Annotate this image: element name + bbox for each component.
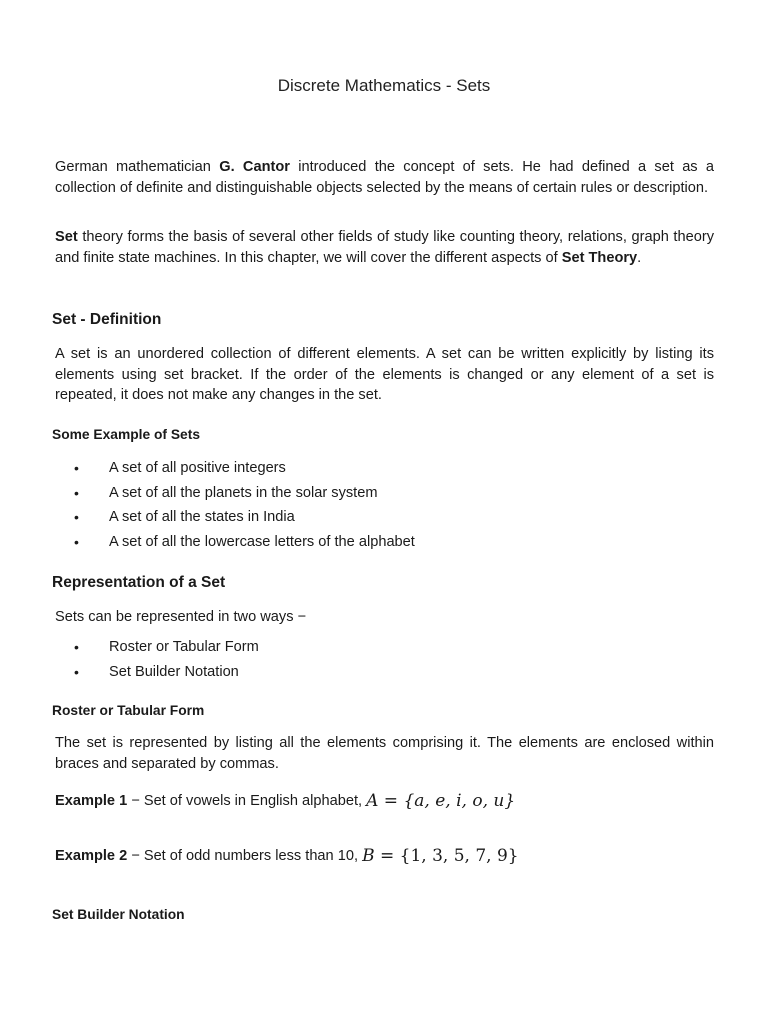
list-item bbox=[0, 662, 768, 687]
bullet-icon: • bbox=[74, 639, 79, 655]
intro-p1-bold: G. Cantor bbox=[219, 159, 290, 175]
list-item bbox=[0, 637, 768, 662]
heading-set-builder-notation: Set Builder Notation bbox=[52, 907, 185, 922]
example-2-math-lhs: B bbox=[362, 846, 375, 866]
bullet-icon: • bbox=[74, 484, 79, 501]
list-item bbox=[0, 458, 768, 483]
bullet-icon: • bbox=[74, 533, 79, 550]
heading-some-example-of-sets: Some Example of Sets bbox=[52, 427, 200, 442]
intro-paragraph-2 bbox=[55, 227, 714, 268]
bullet-icon: • bbox=[74, 663, 79, 680]
intro-p1-text-cont: introduced the concept of sets. He had defined a set as a collection of definite and distinguishable objects selected by the means of certain rules or description. bbox=[55, 159, 715, 196]
representation-list bbox=[0, 637, 768, 686]
bullet-icon: • bbox=[74, 460, 79, 476]
example-sets-list bbox=[0, 458, 768, 556]
intro-p2-bold-set-theory: Set Theory bbox=[561, 249, 638, 266]
definition-paragraph: A set is an unordered collection of different elements. A set can be written explicitly by listing its elements using set bracket. If the order of the elements is changed or any element of a set is repeated, it does not make any changes in the set. bbox=[55, 346, 714, 403]
intro-p2-text: theory forms the basis of several other fields of study like counting theory, relations, graph theory and finite state machines. In this chapter, we will cover the different aspects of bbox=[55, 229, 714, 266]
example-2-math bbox=[362, 846, 519, 866]
list-item bbox=[0, 532, 768, 557]
list-item-text: Roster or Tabular Form bbox=[109, 639, 259, 655]
example-1-math-lhs: A bbox=[366, 791, 379, 811]
example-2-math-rhs: = {1, 3, 5, 7, 9} bbox=[374, 846, 519, 866]
intro-paragraph-1 bbox=[55, 157, 714, 198]
list-item-text: A set of all positive integers bbox=[109, 460, 286, 476]
heading-representation-of-a-set: Representation of a Set bbox=[52, 574, 226, 591]
heading-roster-or-tabular-form: Roster or Tabular Form bbox=[52, 703, 205, 718]
intro-p2-bold-set: Set bbox=[55, 229, 78, 245]
example-2-label: Example 2 bbox=[55, 848, 128, 864]
example-1-math bbox=[366, 791, 515, 811]
list-item-text: Set Builder Notation bbox=[109, 663, 239, 680]
list-item-text: A set of all the planets in the solar system bbox=[109, 484, 378, 501]
list-item-text: A set of all the lowercase letters of the alphabet bbox=[109, 533, 415, 550]
example-1-label: Example 1 bbox=[55, 793, 128, 809]
example-1-math-rhs: = {a, e, i, o, u} bbox=[378, 791, 516, 811]
bullet-icon: • bbox=[74, 509, 79, 525]
roster-paragraph: The set is represented by listing all the elements comprising it. The elements are enclosed within braces and separated by commas. bbox=[55, 735, 714, 772]
list-item bbox=[0, 507, 768, 532]
list-item-text: A set of all the states in India bbox=[109, 509, 295, 525]
roster-example-1 bbox=[55, 790, 515, 810]
intro-p1-text: German mathematician bbox=[55, 159, 220, 175]
page-title: Discrete Mathematics - Sets bbox=[277, 76, 491, 95]
heading-set-definition: Set - Definition bbox=[52, 311, 162, 328]
roster-example-2 bbox=[55, 845, 519, 865]
list-item bbox=[0, 483, 768, 508]
representation-intro: Sets can be represented in two ways − bbox=[55, 609, 307, 625]
example-2-text: − Set of odd numbers less than 10, bbox=[127, 848, 363, 864]
intro-p2-period: . bbox=[637, 249, 642, 266]
example-1-text: − Set of vowels in English alphabet, bbox=[127, 793, 367, 809]
